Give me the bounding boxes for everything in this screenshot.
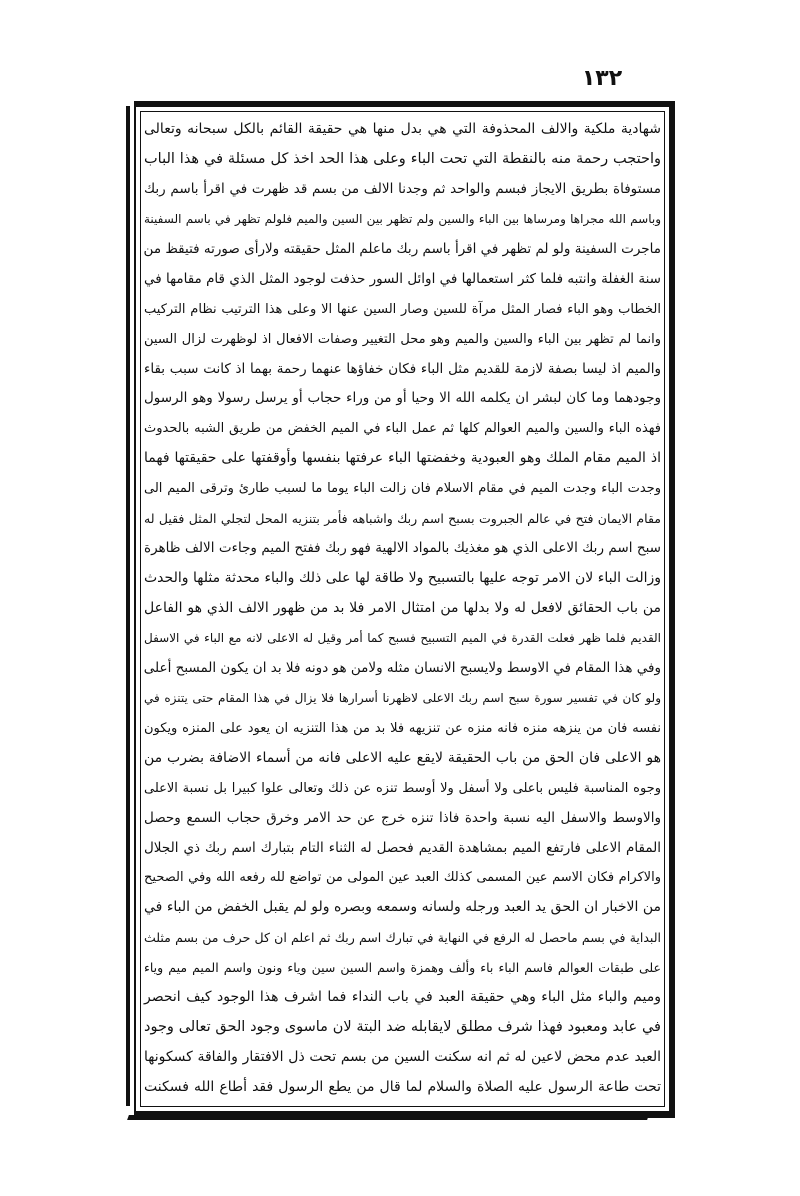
text-line: ولو كان في تفسير سورة سبح اسم ربك الاعلى لاظهرنا أسرارها فلا يزال في هذا المقام حتى يتنزه في [144,690,661,705]
text-line: سبح اسم ربك الاعلى الذي هو مغذيك بالمواد الالهية فهو ربك ففتح الميم وجاءت الالف ظاهرة [144,540,661,557]
text-line: وجدت الباء وجدت الميم في مقام الاسلام فان زالت الباء يوما ما لسبب طارئ وترقى الميم الى [144,481,661,497]
text-line: وجوه المناسبة فليس باعلى ولا أسفل ولا أوسط تنزه عن ذلك وتعالى علوا كبيرا بل نسبة الاعلى [144,780,661,796]
text-line: فهذه الباء والسين والميم العوالم كلها ثم عمل الباء في الميم الخفض من طريق الشبه بالحدوث [144,421,661,437]
text-line: من الاخبار ان الحق يد العبد ورجله ولسانه وسمعه وبصره ولو لم يقبل الخفض من الباء في [144,899,661,916]
text-line: والاوسط والاسفل اليه نسبة واحدة فاذا تنزه خرج عن حد الامر وخرق حجاب السمع وحصل [144,809,661,826]
text-line: المقام الاعلى فارتفع الميم بمشاهدة القديم فحصل له الثناء التام بتبارك اسم ربك ذي الجلال [144,839,661,856]
text-line: هو الاعلى فان الحق من باب الحقيقة لايقع عليه الاعلى فانه من أسماء الاضافة بضرب من [144,749,661,766]
text-line: اذ الميم مقام الملك وهو العبودية وخفضتها الباء عرفتها بنفسها وأوقفتها على حقيقتها فهما [144,450,661,467]
text-line: وجودهما وما كان لبشر ان يكلمه الله الا وحيا أو من وراء حجاب أو يرسل رسولا وهو الرسول [144,390,661,407]
text-line: مقام الايمان فتح في عالم الجبروت بسبح اسم ربك واشباهه فأمر بتنزيه المحل لتجلي المثل فقيل له [144,511,661,527]
text-line: على طبقات العوالم فاسم الباء باء وألف وهمزة واسم السين سين وياء ونون واسم الميم ميم وياء [144,960,661,976]
text-line: وزالت الباء لان الامر توجه عليها بالتسبيح ولا طاقة لها على ذلك والباء محدثة مثلها والحدث [144,570,661,587]
text-line: وفي هذا المقام في الاوسط ولايسبح الانسان مثله ولامن هو دونه فلا بد ان يكون المسبح أعلى [143,659,661,676]
text-line: القديم فلما ظهر فعلت القدرة في الميم التسبيح فسبح كما أمر وقيل له الاعلى لانه مع الباء في الاسفل [144,630,661,645]
text-line: ماجرت السفينة ولو لم تظهر في اقرأ باسم ربك ماعلم المثل حقيقته ولارأى صورته فتيقظ من [143,240,661,257]
text-line: وميم والباء مثل الباء وهي حقيقة العبد في باب النداء فما اشرف هذا الوجود كيف انحصر [144,989,661,1006]
text-frame-outer-border [134,101,675,1118]
text-line: شهادية ملكية والالف المحذوفة التي هي بدل منها هي حقيقة القائم بالكل سبحانه وتعالى [144,121,661,137]
text-line: وانما لم تظهر بين الباء والسين والميم وهو محل التغيير وصفات الافعال اذ لوظهرت لزال السين [144,331,661,347]
text-line: الخطاب وهو الباء فصار المثل مرآة للسين وصار السين عنها الا وعلى هذا الترتيب نظام التركيب [144,301,661,317]
text-line: البداية في بسم ماحصل له الرفع في النهاية في تبارك اسم ربك ثم اعلم ان كل حرف من بسم مثلث [144,930,661,946]
frame-shadow-left [126,106,130,1106]
text-line: تحت طاعة الرسول عليه الصلاة والسلام لما قال من يطع الرسول فقد أطاع الله فسكنت [144,1079,661,1095]
text-line: والاكرام فكان الاسم عين المسمى كذلك العبد عين المولى من تواضع لله رفعه الله وفي الصحيح [144,870,661,886]
text-line: في عابد ومعبود فهذا شرف مطلق لايقابله ضد البتة لان ماسوى وجود الحق تعالى وجود [144,1019,661,1036]
text-line: نفسه فان من ينزهه منزه فانه منزه عن تنزيهه فلا بد من هذا التنزيه ان يعود على المنزه ويكون [144,720,661,736]
text-line: واحتجب رحمة منه بالنقطة التي تحت الباء وعلى هذا الحد اخذ كل مسئلة في هذا الباب [144,150,661,167]
text-line: العبد عدم محض لاعين له ثم انه سكنت السين من بسم تحت ذل الافتقار والفاقة كسكونها [144,1049,661,1066]
text-line: سنة الغفلة وانتبه فلما كثر استعمالها في اوائل السور حذفت لوجود المثل الذي قام مقامها في [144,270,661,287]
manuscript-text-block [142,113,663,1105]
page-number: ١٣٢ [581,66,623,91]
text-line: من باب الحقائق لافعل له ولا بدلها من امتثال الامر فلا بد من ظهور الالف الذي هو الفاعل [144,600,661,616]
text-line: والميم اذ ليسا بصفة لازمة للقديم مثل الباء فكان خفاؤها عنهما رحمة بهما اذ كانت سبب بقاء [144,360,661,377]
text-line: مستوفاة بطريق الايجاز فبسم والواحد ثم وجدنا الالف من بسم قد ظهرت في اقرأ باسم ربك [144,180,661,197]
text-line: وباسم الله مجراها ومرساها بين الباء والسين ولم تظهر بين السين والميم فلولم تظهر في باسم السفينة [144,211,661,226]
